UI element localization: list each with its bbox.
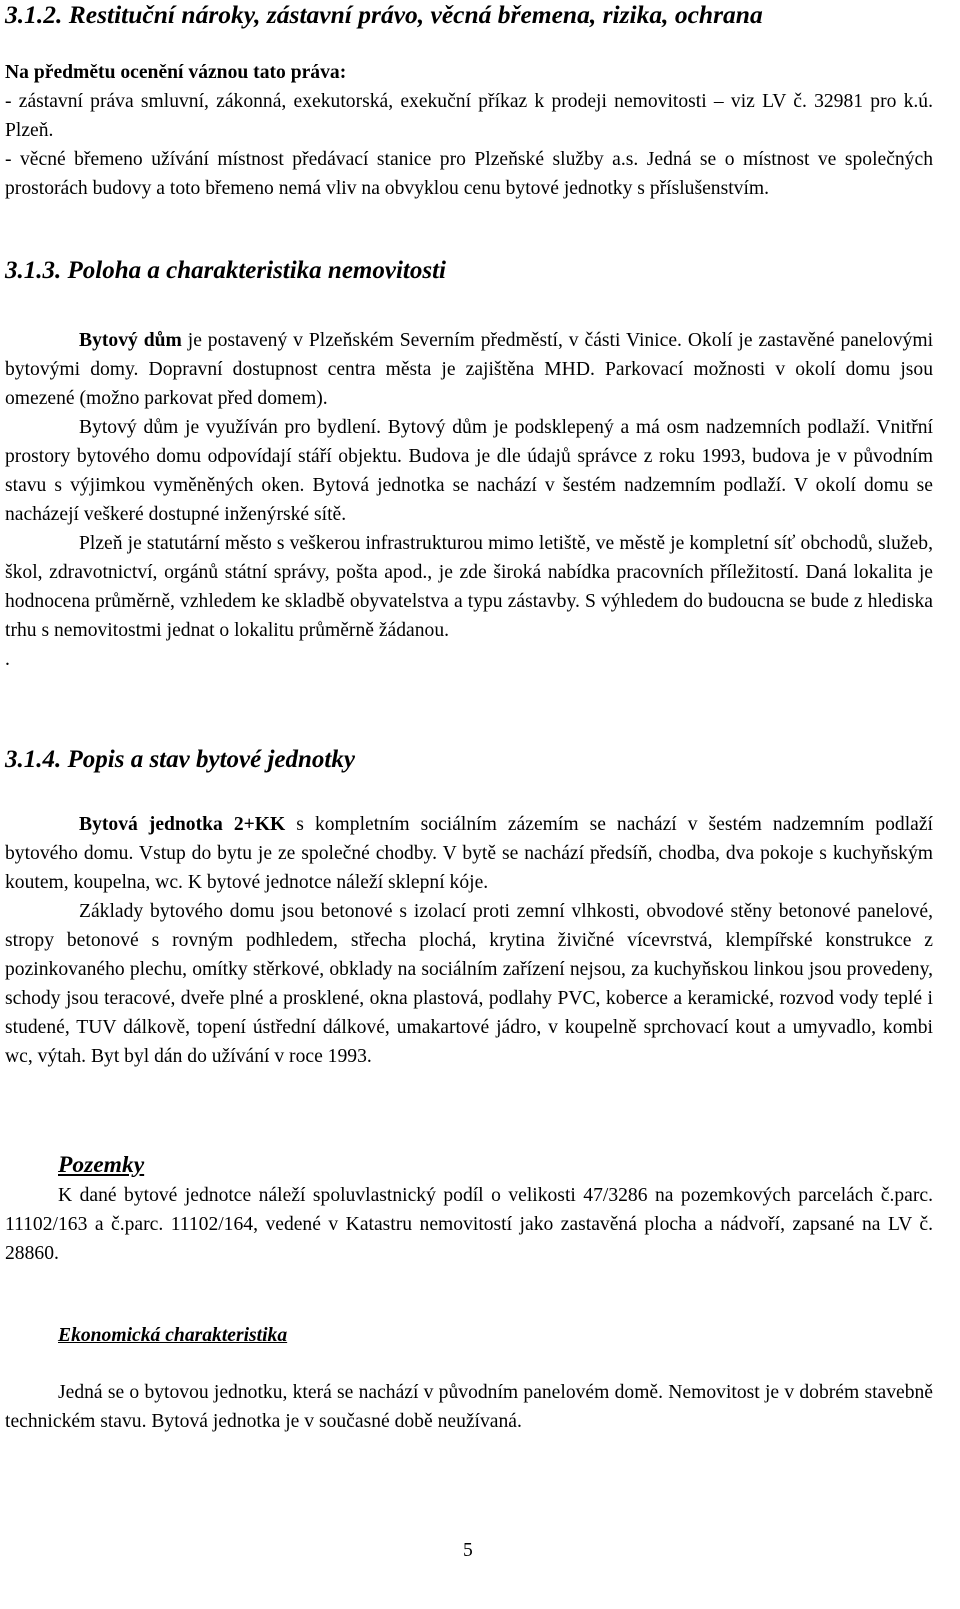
stray-dot: . <box>5 649 10 670</box>
pozemky-block <box>5 1181 933 1268</box>
encumbrance-title: Na předmětu ocenění váznou tato práva: <box>5 62 347 83</box>
unit-paragraph-1: Bytová jednotka 2+KK s kompletním sociálním zázemím se nachází v šestém nadzemním podlaží bytového domu. Vstup do bytu je ze společné chodby. V bytě se nachází předsíň, chodba, dva pokoje s kuchyňským koutem, koupelna, wc. K bytové jednotce náleží sklepní kóje. <box>5 814 933 893</box>
pozemky-paragraph: K dané bytové jednotce náleží spoluvlastnický podíl o velikosti 47/3286 na pozemkových parcelách č.parc. 11102/163 a č.parc. 11102/164, vedené v Katastru nemovitostí jako zastavěná plocha a nádvoří, zapsané na LV č. 28860. <box>5 1185 933 1264</box>
economic-block <box>5 1378 933 1436</box>
unit-paragraph-2: Základy bytového domu jsou betonové s izolací proti zemní vlhkosti, obvodové stěny betonové panelové, stropy betonové s rovným podhledem, střecha plochá, krytina živičné vícevrstvá, klempířské konstrukce z pozinkovaného plechu, omítky stěrkové, obklady na sociálním zařízení nejsou, za kuchyňskou linkou jsou provedeny, schody jsou teracové, dveře plné a prosklené, okna plastová, podlahy PVC, koberce a keramické, rozvod vody teplé i studené, TUV dálkově, topení ústřední dálkové, umakartové jádro, v koupelně sprchovací kout a umyvadlo, kombi wc, výtah. Byt byl dán do užívání v roce 1993. <box>5 901 933 1067</box>
section-heading-3-1-4: 3.1.4. Popis a stav bytové jednotky <box>5 746 355 773</box>
encumbrance-block <box>5 58 933 203</box>
encumbrance-line-pledges: - zástavní práva smluvní, zákonná, exekutorská, exekuční příkaz k prodeji nemovitosti – viz LV č. 32981 pro k.ú. Plzeň. <box>5 91 933 141</box>
location-paragraph-3: Plzeň je statutární město s veškerou infrastrukturou mimo letiště, ve městě je kompletní síť obchodů, služeb, škol, zdravotnictví, orgánů státní správy, pošta apod., je zde široká nabídka pracovních příležitostí. Daná lokalita je hodnocena průměrně, vzhledem ke skladbě obyvatelstva a typu zástavby. S výhledem do budoucna se bude z hlediska trhu s nemovitostmi jednat o lokalitu průměrně žádanou. <box>5 533 933 641</box>
location-paragraph-2: Bytový dům je využíván pro bydlení. Bytový dům je podsklepený a má osm nadzemních podlaží. Vnitřní prostory bytového domu odpovídají stáří objektu. Budova je dle údajů správce z roku 1993, budova je v původním stavu s výjimkou vyměněných oken. Bytová jednotka se nachází v šestém nadzemním podlaží. V okolí domu se nacházejí veškeré dostupné inženýrské sítě. <box>5 417 933 525</box>
economic-heading: Ekonomická charakteristika <box>58 1325 288 1346</box>
economic-paragraph: Jedná se o bytovou jednotku, která se nachází v původním panelovém domě. Nemovitost je v dobrém stavebně technickém stavu. Bytová jednotka je v současné době neužívaná. <box>5 1382 933 1432</box>
encumbrance-line-easement: - věcné břemeno užívání místnost předávací stanice pro Plzeňské služby a.s. Jedná se o místnost ve společných prostorách budovy a toto břemeno nemá vliv na obvyklou cenu bytové jednotky s příslušenstvím. <box>5 149 933 199</box>
location-paragraph-1: Bytový dům je postavený v Plzeňském Severním předměstí, v části Vinice. Okolí je zastavěné panelovými bytovými domy. Dopravní dostupnost centra města je zajištěna MHD. Parkovací možnosti v okolí domu jsou omezené (možno parkovat před domem). <box>5 330 934 409</box>
pozemky-heading: Pozemky <box>58 1152 145 1178</box>
location-block <box>5 326 933 674</box>
unit-description-block <box>5 810 933 1071</box>
page-number: 5 <box>463 1540 473 1561</box>
section-heading-3-1-2: 3.1.2. Restituční nároky, zástavní právo, věcná břemena, rizika, ochrana <box>5 0 763 29</box>
section-heading-3-1-3: 3.1.3. Poloha a charakteristika nemovitosti <box>5 257 446 284</box>
